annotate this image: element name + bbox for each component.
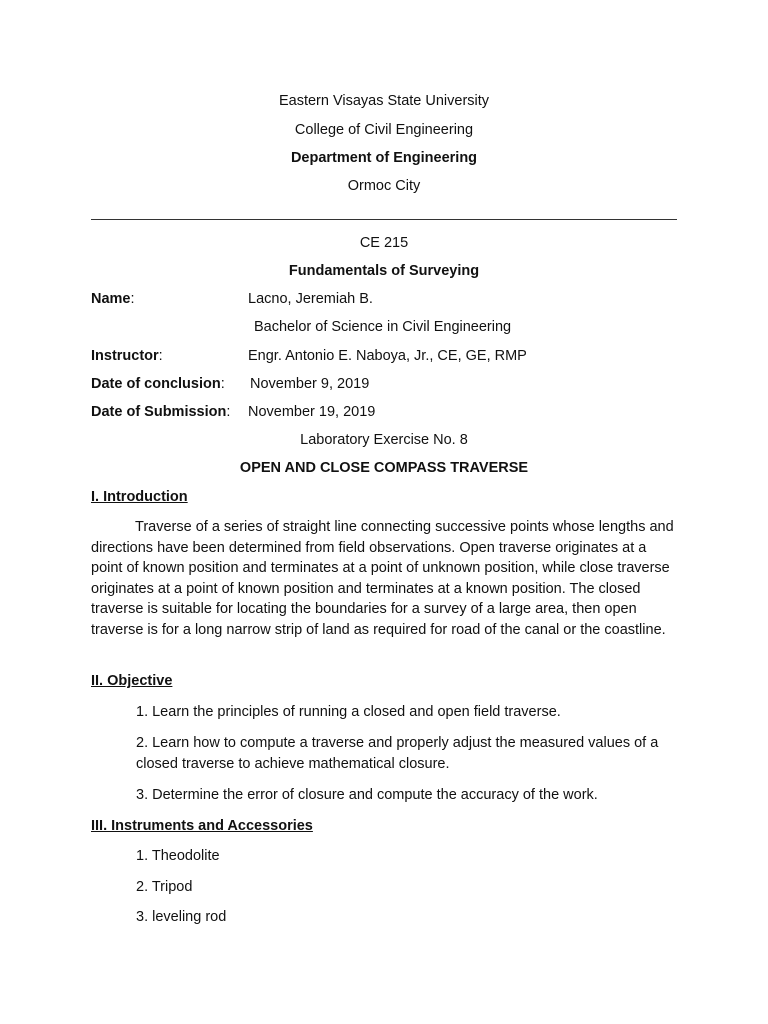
exercise-title: OPEN AND CLOSE COMPASS TRAVERSE (239, 460, 529, 476)
objective-item: 1. Learn the principles of running a closed and open field traverse. (136, 704, 561, 720)
instructor-colon: : (158, 348, 163, 364)
conclusion-label-row (91, 376, 225, 392)
instructor-label-row (91, 348, 163, 364)
submission-label: Date of Submission (91, 404, 227, 420)
name-label: Name (91, 291, 131, 307)
name-colon: : (130, 291, 135, 307)
introduction-paragraph (91, 517, 681, 641)
introduction-text: Traverse of a series of straight line connecting successive points whose lengths and directions have been determined from field observations. Open traverse originates at a point of known position and terminates at a point of unknown position, while close traverse originates at a point of known position and terminates at a known position. The closed traverse is suitable for locating the boundaries for a survey of a large area, then open traverse is for a long narrow strip of land as required for road of the canal or the coastline. (91, 519, 674, 638)
instructor-value: Engr. Antonio E. Naboya, Jr., CE, GE, RMP (248, 348, 527, 364)
instruments-heading: III. Instruments and Accessories (91, 818, 313, 834)
name-label-row (91, 291, 135, 307)
instrument-item: 1. Theodolite (136, 848, 220, 864)
university-name: Eastern Visayas State University (278, 93, 490, 109)
submission-colon: : (226, 404, 231, 420)
city-name: Ormoc City (347, 178, 421, 194)
conclusion-value: November 9, 2019 (250, 376, 370, 392)
exercise-number: Laboratory Exercise No. 8 (300, 432, 468, 448)
introduction-heading: I. Introduction (91, 489, 188, 505)
instrument-item: 3. leveling rod (136, 909, 227, 925)
submission-value: November 19, 2019 (248, 404, 376, 420)
submission-label-row (91, 404, 230, 420)
instrument-item: 2. Tripod (136, 879, 193, 895)
instructor-label: Instructor (91, 348, 159, 364)
program-value: Bachelor of Science in Civil Engineering (254, 319, 512, 335)
conclusion-colon: : (220, 376, 225, 392)
objective-heading: II. Objective (91, 673, 173, 689)
department-name: Department of Engineering (290, 150, 478, 166)
header-divider (91, 219, 677, 220)
conclusion-label: Date of conclusion (91, 376, 221, 392)
objective-item: 3. Determine the error of closure and compute the accuracy of the work. (136, 787, 598, 803)
name-value: Lacno, Jeremiah B. (248, 291, 373, 307)
course-code: CE 215 (359, 235, 409, 251)
college-name: College of Civil Engineering (294, 122, 474, 138)
objective-item: 2. Learn how to compute a traverse and properly adjust the measured values of a closed traverse to achieve mathematical closure. (136, 735, 659, 772)
course-title: Fundamentals of Surveying (288, 263, 480, 279)
